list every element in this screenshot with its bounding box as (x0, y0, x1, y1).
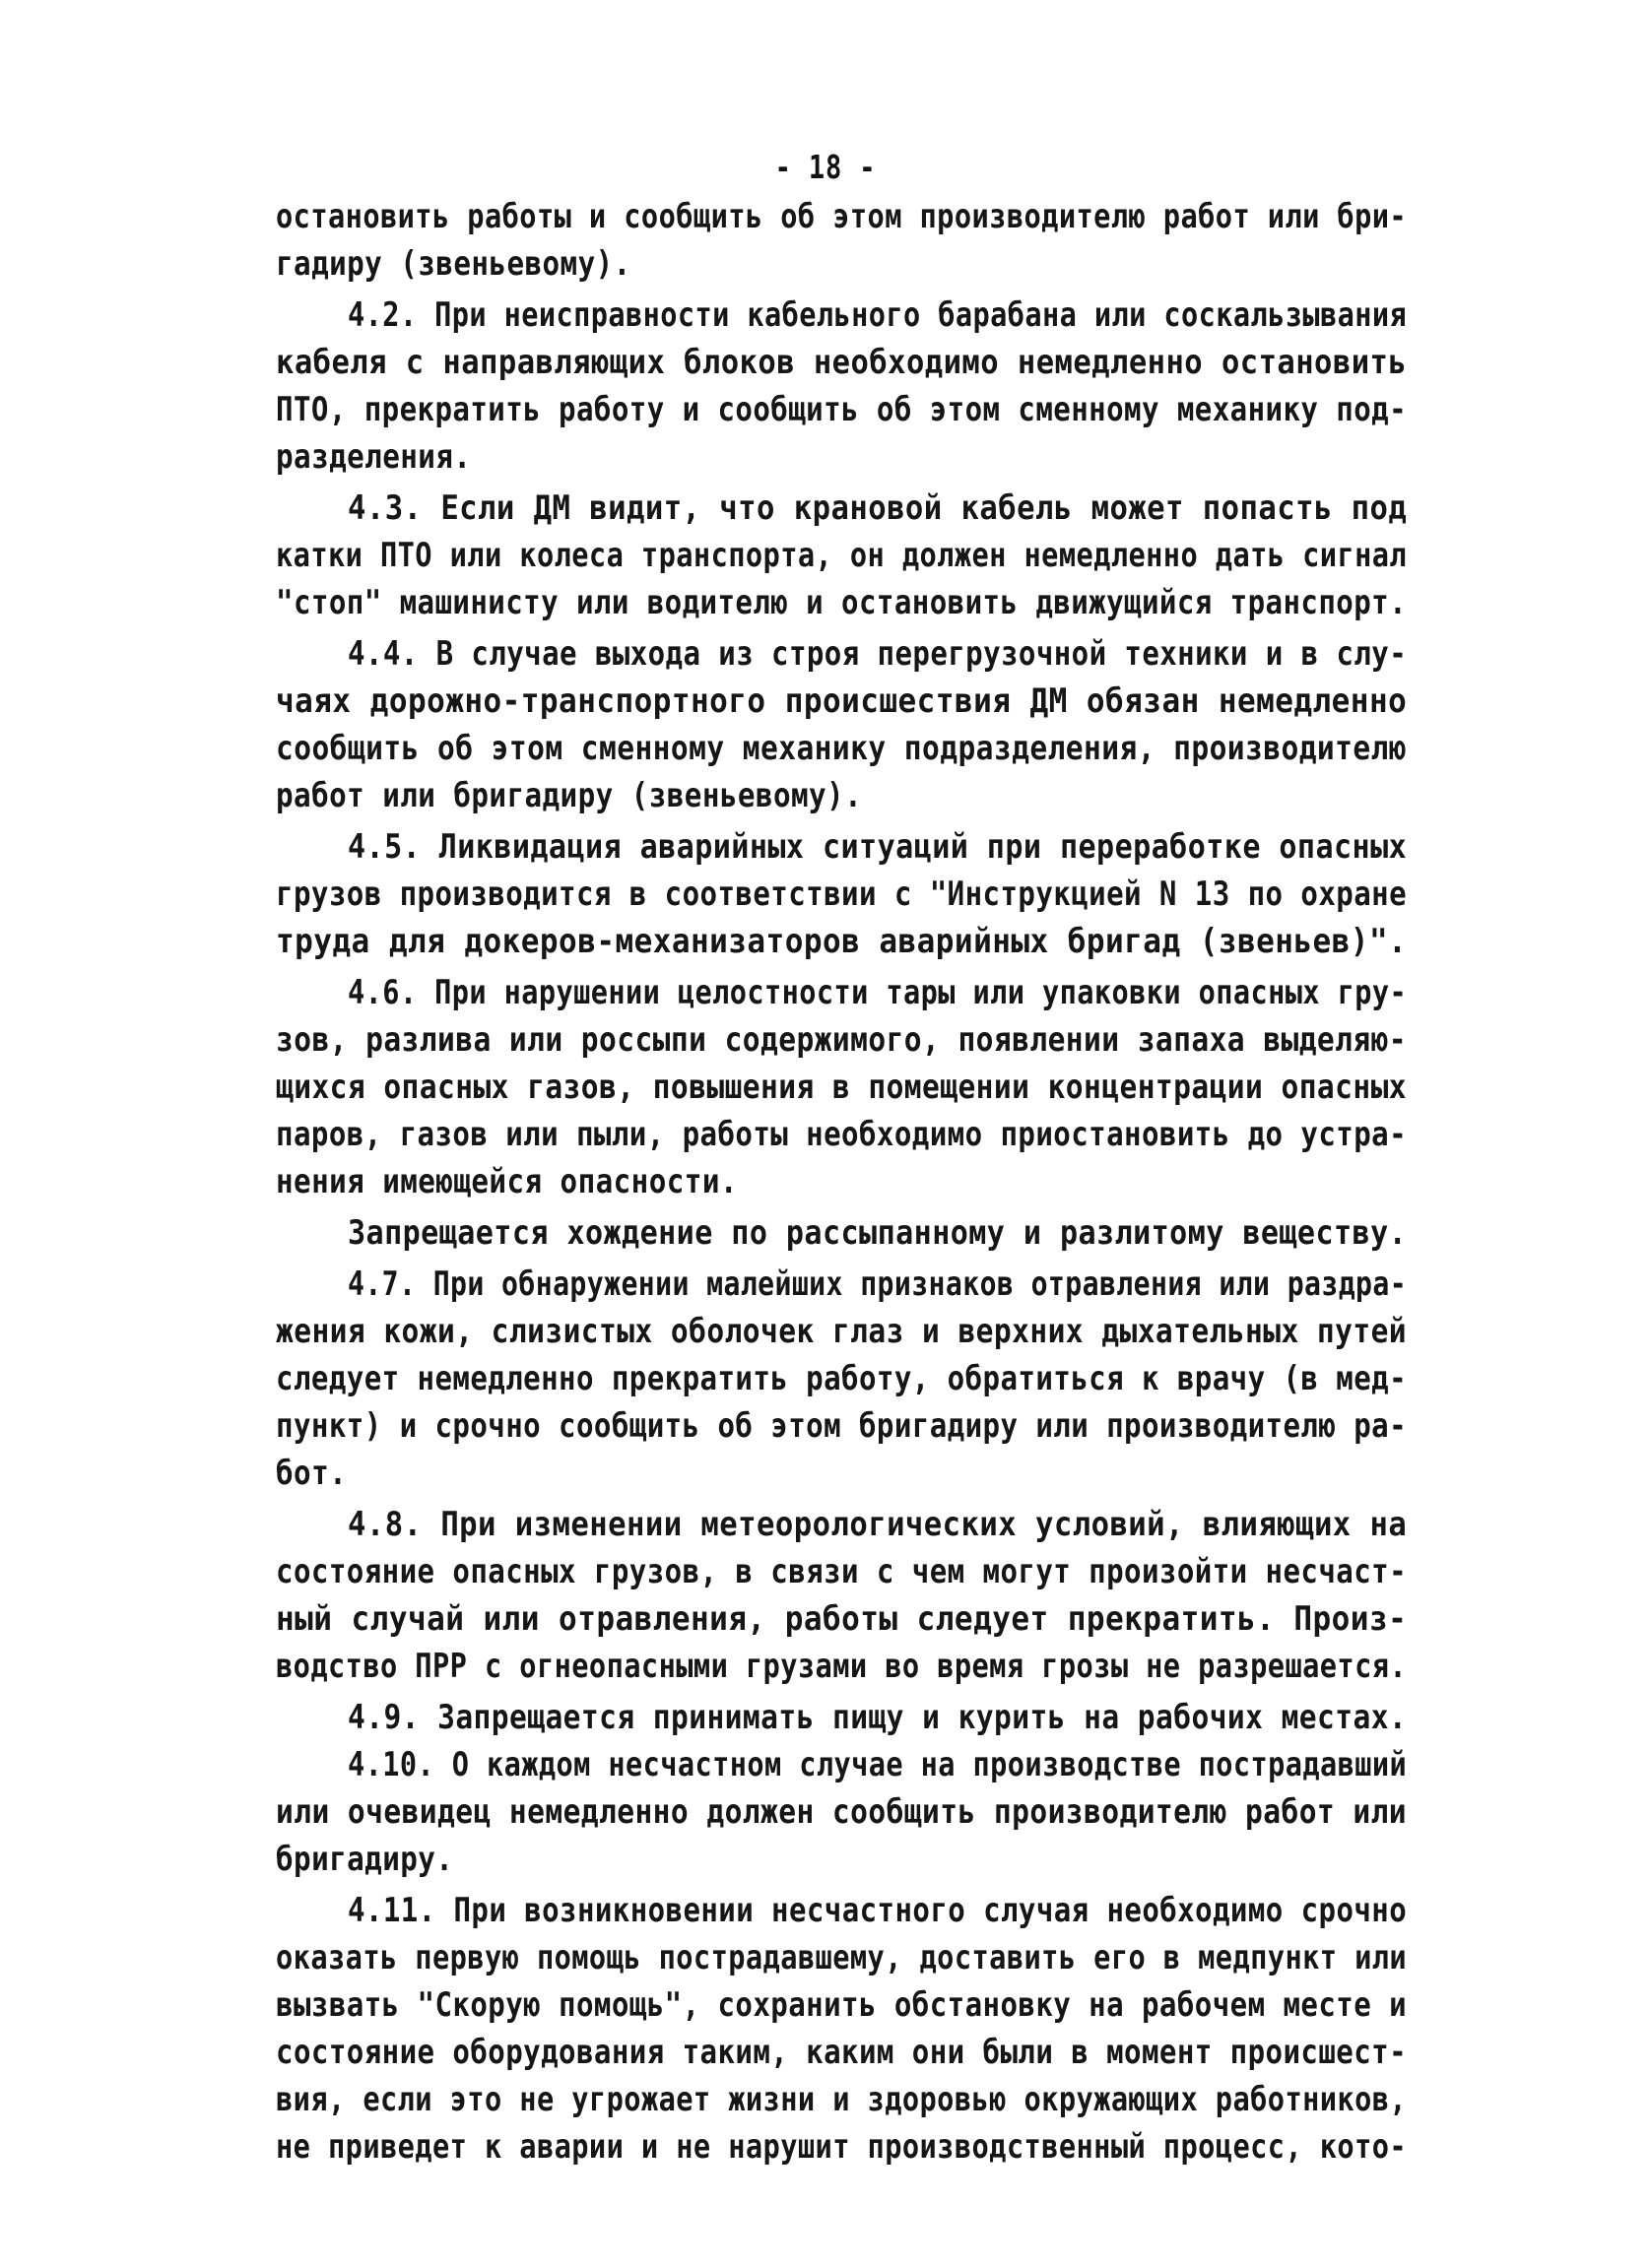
text-line: или очевидец немедленно должен сообщить производителю работ или (276, 1792, 1408, 1832)
text-line: труда для докеров-механизаторов аварийных бригад (звеньев)". (276, 922, 1408, 961)
text-line: состояние опасных грузов, в связи с чем могут произойти несчаст- (276, 1552, 1408, 1591)
text-line: "стоп" машинисту или водителю и остановить движущийся транспорт. (276, 583, 1408, 622)
text-line: водство ПРР с огнеопасными грузами во время грозы не разрешается. (276, 1647, 1408, 1686)
text-line: Запрещается хождение по рассыпанному и разлитому веществу. (348, 1213, 1408, 1253)
text-line: 4.2. При неисправности кабельного барабана или соскальзывания (348, 295, 1408, 335)
text-line: зов, разлива или россыпи содержимого, появлении запаха выделяю- (276, 1020, 1408, 1060)
text-line: жения кожи, слизистых оболочек глаз и верхних дыхательных путей (276, 1312, 1408, 1351)
text-line: состояние оборудования таким, каким они были в момент происшест- (276, 2033, 1408, 2072)
text-line: бот. (276, 1454, 348, 1493)
text-line: 4.11. При возникновении несчастного случая необходимо срочно (348, 1891, 1408, 1930)
text-line: ПТО, прекратить работу и сообщить об этом сменному механику под- (276, 390, 1408, 429)
text-line: остановить работы и сообщить об этом производителю работ или бри- (276, 197, 1408, 236)
text-line: 4.6. При нарушении целостности тары или упаковки опасных гру- (348, 973, 1408, 1012)
text-line: грузов производится в соответствии с "Инструкцией N 13 по охране (276, 875, 1408, 914)
text-line: 4.8. При изменении метеорологических условий, влияющих на (348, 1505, 1408, 1544)
text-line: кабеля с направляющих блоков необходимо немедленно остановить (276, 343, 1408, 382)
text-line: катки ПТО или колеса транспорта, он должен немедленно дать сигнал (276, 536, 1408, 575)
text-line: паров, газов или пыли, работы необходимо приостановить до устра- (276, 1115, 1408, 1154)
text-line: 4.10. О каждом несчастном случае на производстве пострадавший (348, 1745, 1408, 1784)
text-line: гадиру (звеньевому). (276, 244, 631, 284)
text-line: 4.9. Запрещается принимать пищу и курить на рабочих местах. (348, 1698, 1408, 1737)
text-line: ный случай или отравления, работы следует прекратить. Произ- (276, 1599, 1408, 1639)
page-number: - 18 - (774, 148, 877, 186)
text-line: пункт) и срочно сообщить об этом бригадиру или производителю ра- (276, 1406, 1408, 1446)
text-line: щихся опасных газов, повышения в помещении концентрации опасных (276, 1068, 1408, 1107)
text-line: бригадиру. (276, 1840, 454, 1879)
text-line: разделения. (276, 437, 472, 477)
text-line: следует немедленно прекратить работу, обратиться к врачу (в мед- (276, 1359, 1408, 1398)
text-line: чаях дорожно-транспортного происшествия ДМ обязан немедленно (276, 681, 1408, 721)
text-line: 4.3. Если ДМ видит, что крановой кабель может попасть под (348, 488, 1408, 528)
text-line: нения имеющейся опасности. (276, 1162, 738, 1201)
text-line: сообщить об этом сменному механику подразделения, производителю (276, 729, 1408, 768)
text-line: вызвать "Скорую помощь", сохранить обстановку на рабочем месте и (276, 1985, 1408, 2025)
text-line: оказать первую помощь пострадавшему, доставить его в медпункт или (276, 1938, 1408, 1977)
text-line: работ или бригадиру (звеньевому). (276, 776, 863, 815)
text-line: 4.5. Ликвидация аварийных ситуаций при переработке опасных (348, 827, 1408, 867)
text-line: 4.4. В случае выхода из строя перегрузочной техники и в слу- (348, 634, 1408, 674)
text-line: 4.7. При обнаружении малейших признаков отравления или раздра- (348, 1264, 1408, 1304)
text-line: вия, если это не угрожает жизни и здоровью окружающих работников, (276, 2080, 1408, 2119)
text-line: не приведет к аварии и не нарушит производственный процесс, кото- (276, 2127, 1408, 2167)
